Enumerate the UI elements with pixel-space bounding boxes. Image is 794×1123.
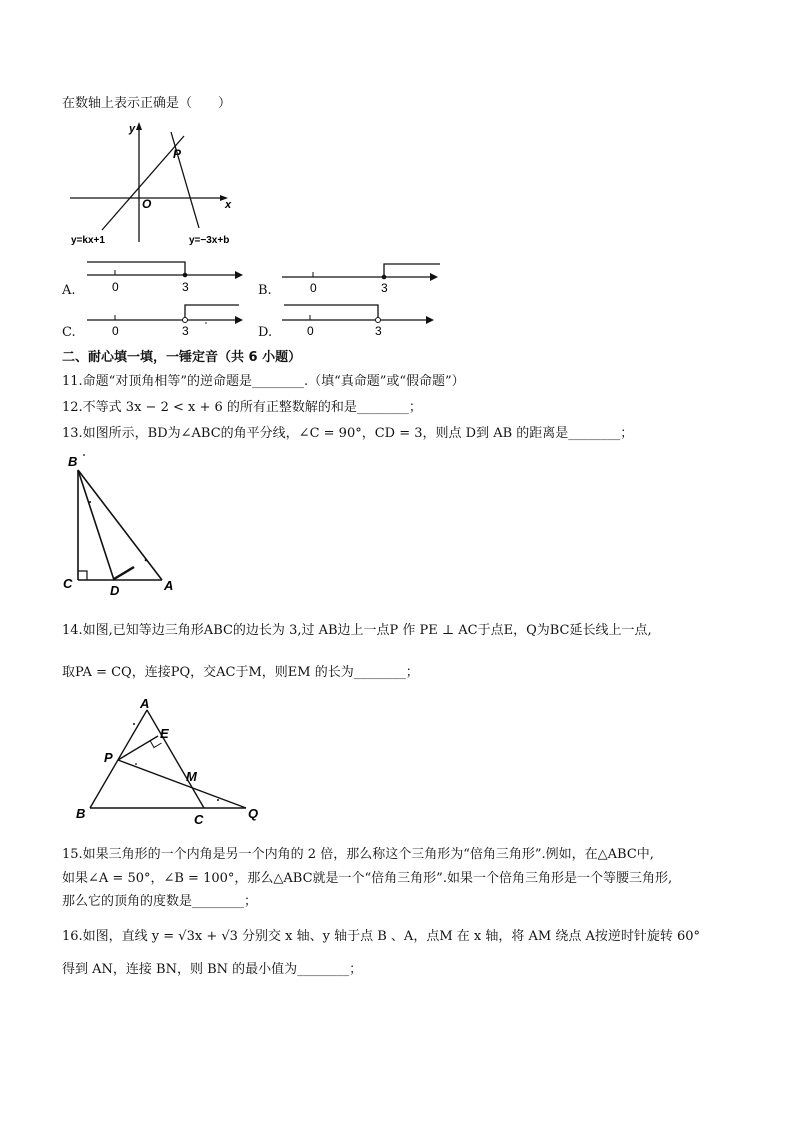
q11-text: 11.命题“对顶角相等”的逆命题是________.（填“真命题”或“假命题”） bbox=[62, 374, 465, 389]
label-b: B bbox=[68, 454, 78, 469]
svg-text:3: 3 bbox=[182, 324, 189, 338]
x-axis-label: x bbox=[225, 199, 232, 211]
svg-text:0: 0 bbox=[307, 324, 314, 338]
line1-label: y=kx+1 bbox=[71, 235, 105, 246]
q10-graph bbox=[62, 118, 262, 250]
option-b-letter: B. bbox=[258, 283, 272, 298]
label-a: A bbox=[140, 696, 150, 711]
svg-text:0: 0 bbox=[310, 281, 317, 295]
line2-label: y=−3x+b bbox=[189, 235, 230, 246]
q13-text: 13.如图所示，BD为∠ABC的角平分线，∠C = 90°，CD = 3，则点 D到 AB 的距离是________； bbox=[62, 426, 634, 441]
svg-text:0: 0 bbox=[112, 324, 119, 338]
option-c-letter: C. bbox=[62, 325, 76, 340]
label-m: M bbox=[186, 769, 197, 784]
label-p: P bbox=[104, 750, 113, 765]
q10-text: 在数轴上表示正确是（ ） bbox=[62, 96, 232, 111]
svg-text:3: 3 bbox=[182, 280, 189, 294]
label-d: D bbox=[110, 583, 120, 598]
q15-line1: 15.如果三角形的一个内角是另一个内角的 2 倍，那么称这个三角形为“倍角三角形”.例如，在△ABC中, bbox=[62, 847, 654, 862]
label-c: C bbox=[194, 812, 204, 826]
option-a-letter: A. bbox=[62, 283, 76, 298]
svg-text:0: 0 bbox=[112, 280, 119, 294]
label-a: A bbox=[164, 578, 174, 593]
line-kx-plus-1 bbox=[102, 136, 184, 230]
label-b: B bbox=[76, 806, 86, 821]
label-q: Q bbox=[248, 806, 259, 821]
q16-line1: 16.如图，直线 y = √3x + √3 分别交 x 轴、y 轴于点 B 、A，点M 在 x 轴，将 AM 绕点 A按逆时针旋转 60° bbox=[62, 929, 701, 944]
q12-text: 12.不等式 3x − 2 < x + 6 的所有正整数解的和是________； bbox=[62, 400, 422, 415]
q15-line3: 那么它的顶角的度数是________； bbox=[62, 894, 258, 909]
option-d-letter: D. bbox=[258, 325, 273, 340]
q14-line1: 14.如图,已知等边三角形ABC的边长为 3,过 AB边上一点P 作 PE ⊥ AC于点E，Q为BC延长线上一点, bbox=[62, 623, 652, 638]
option-b-number-line bbox=[280, 257, 442, 297]
q13-figure bbox=[60, 450, 185, 600]
point-p-label: P bbox=[173, 147, 182, 161]
q14-line2: 取PA = CQ，连接PQ，交AC于M，则EM 的长为________； bbox=[62, 665, 419, 680]
option-c-number-line bbox=[85, 300, 245, 340]
option-d-number-line bbox=[280, 300, 440, 340]
q15-line2: 如果∠A = 50°，∠B = 100°，那么△ABC就是一个“倍角三角形”.如果一个倍角三角形是一个等腰三角形, bbox=[62, 871, 673, 886]
svg-text:3: 3 bbox=[375, 324, 382, 338]
label-c: C bbox=[63, 576, 73, 591]
y-axis-label: y bbox=[129, 123, 136, 135]
label-e: E bbox=[160, 726, 169, 741]
svg-text:3: 3 bbox=[381, 281, 388, 295]
q16-line2: 得到 AN，连接 BN，则 BN 的最小值为________； bbox=[62, 962, 363, 977]
option-a-number-line bbox=[85, 257, 245, 297]
section-heading: 二、耐心填一填，一锤定音（共 6 小题） bbox=[62, 350, 302, 365]
q14-figure bbox=[62, 694, 272, 826]
origin-label: O bbox=[142, 197, 152, 211]
